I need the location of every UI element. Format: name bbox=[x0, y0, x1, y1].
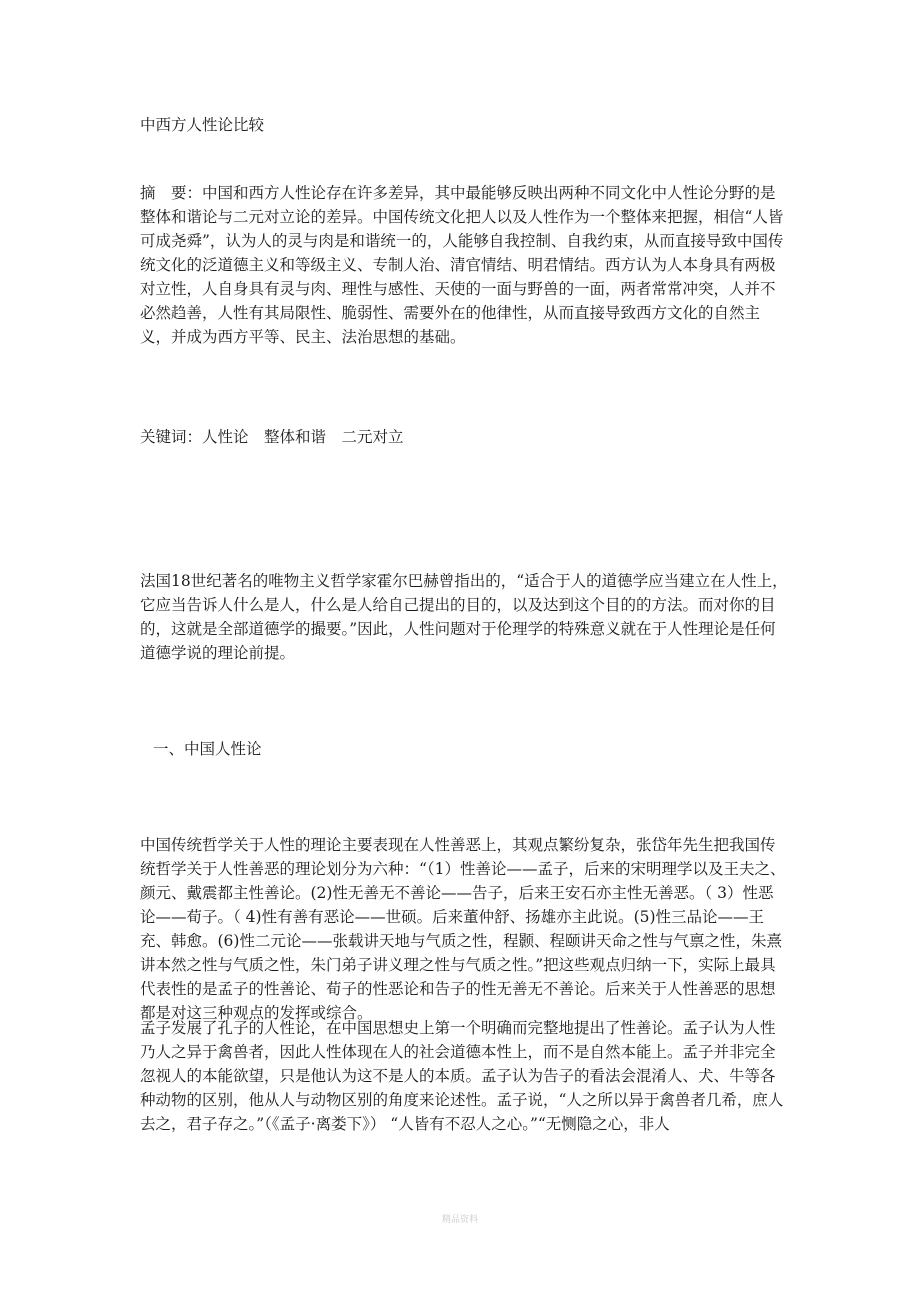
abstract-text: 摘 要：中国和西方人性论存在许多差异，其中最能够反映出两种不同文化中人性论分野的是整体和谐论与二元对立论的差异。中国传统文化把人以及人性作为一个整体来把握，相信“人皆可成尧舜”，认为人的灵与肉是和谐统一的，人能够自我控制、自我约束，从而直接导致中国传统文化的泛道德主义和等级主义、专制人治、清官情结、明君情结。西方认为人本身具有两极对立性，人自身具有灵与肉、理性与感性、天使的一面与野兽的一面，两者常常冲突，人并不必然趋善，人性有其局限性、脆弱性、需要外在的他律性，从而直接导致西方文化的自然主义，并成为西方平等、民主、法治思想的基础。 bbox=[140, 184, 784, 346]
paragraph-text: 孟子发展了孔子的人性论，在中国思想史上第一个明确而完整地提出了性善论。孟子认为人性乃人之异于禽兽者，因此人性体现在人的社会道德本性上，而不是自然本能上。孟子并非完全忽视人的本能欲望，只是他认为这不是人的本质。孟子认为告子的看法会混淆人、犬、牛等各种动物的区别，他从人与动物区别的角度来论述性。孟子说，“人之所以异于禽兽者几希，庶人去之，君子存之。”（《孟子·离娄下》） “人皆有不忍人之心。”“无恻隐之心，非人 bbox=[140, 1019, 784, 1133]
body-paragraph-1 bbox=[140, 833, 788, 1025]
keywords bbox=[140, 425, 788, 449]
abstract bbox=[140, 181, 788, 349]
document-title: 中西方人性论比较 bbox=[140, 116, 265, 134]
keywords-text: 关键词：人性论 整体和谐 二元对立 bbox=[140, 428, 404, 446]
section-heading: 一、中国人性论 bbox=[153, 740, 262, 758]
body-paragraph-2 bbox=[140, 1016, 788, 1136]
intro-paragraph bbox=[140, 569, 788, 665]
paragraph-text: 中国传统哲学关于人性的理论主要表现在人性善恶上，其观点繁纷复杂，张岱年先生把我国传统哲学关于人性善恶的理论划分为六种：“（1）性善论——孟子，后来的宋明理学以及王夫之、颜元、戴震都主性善论。(2)性无善无不善论——告子，后来王安石亦主性无善恶。（ 3）性恶论——荀子。（ 4)性有善有恶论——世硕。后来董仲舒、扬雄亦主此说。(5)性三品论——王充、韩愈。(6)性二元论——张载讲天地与气质之性，程颢、程颐讲天命之性与气禀之性，朱熹讲本然之性与气质之性，朱门弟子讲义理之性与气质之性。”把这些观点归纳一下，实际上最具代表性的是孟子的性善论、荀子的性恶论和告子的性无善无不善论。后来关于人性善恶的思想都是对这三种观点的发挥或综合。 bbox=[140, 836, 786, 1022]
footer-watermark: 精品资料 bbox=[441, 1215, 478, 1225]
intro-text: 法国18世纪著名的唯物主义哲学家霍尔巴赫曾指出的，“适合于人的道德学应当建立在人性上，它应当告诉人什么是人，什么是人给自己提出的目的，以及达到这个目的的方法。而对你的目的，这就是全部道德学的撮要。”因此，人性问题对于伦理学的特殊意义就在于人性理论是任何道德学说的理论前提。 bbox=[140, 572, 788, 662]
